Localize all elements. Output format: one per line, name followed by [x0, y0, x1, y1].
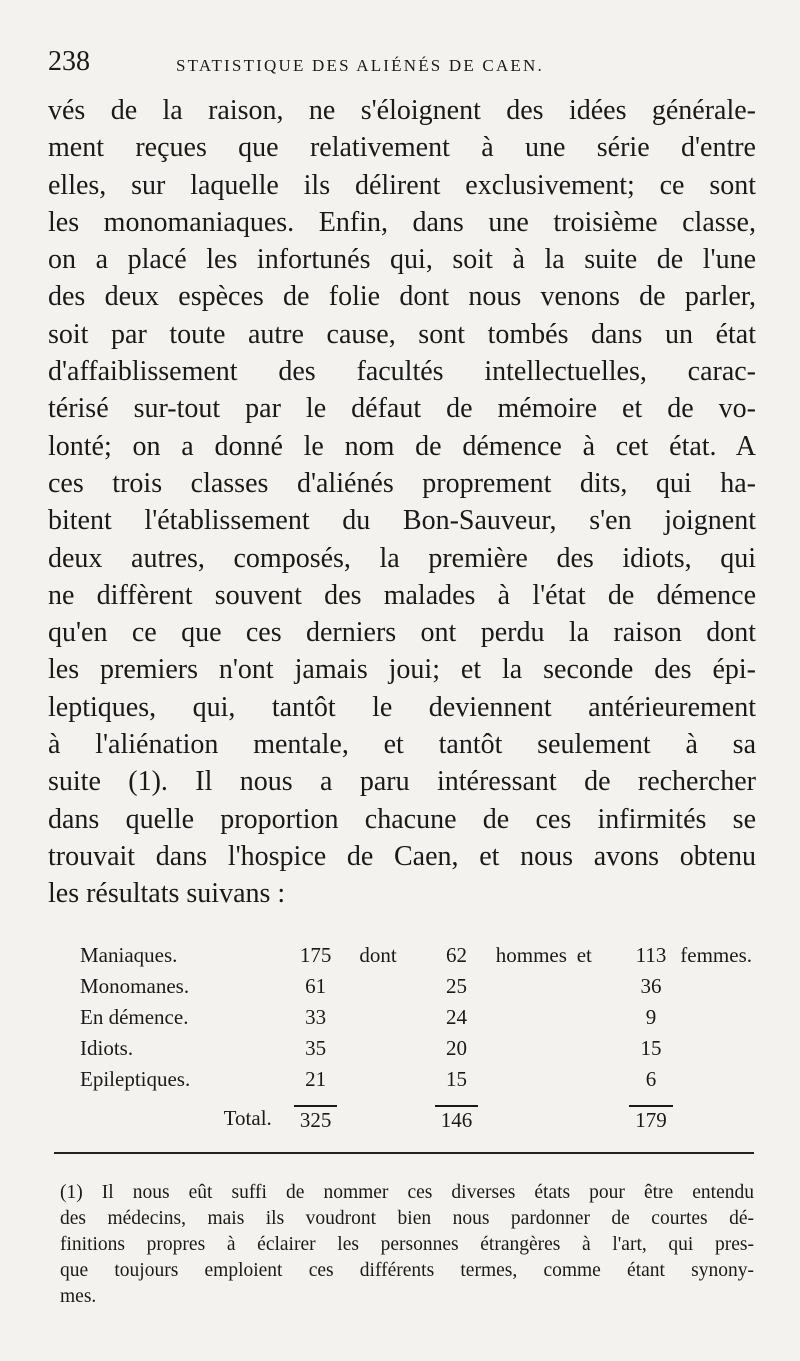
category-label: En démence.	[80, 1005, 189, 1029]
text-line: bitent l'établissement du Bon-Sauveur, s'en joignent	[48, 505, 756, 537]
word-hommes: hommes	[495, 943, 567, 967]
text-line: vés de la raison, ne s'éloignent des idées générale-	[48, 95, 756, 126]
running-title: STATISTIQUE DES ALIÉNÉS DE CAEN.	[176, 56, 544, 75]
grand-total: 325	[294, 1105, 338, 1133]
table-row	[80, 940, 752, 971]
text-line: trouvait dans l'hospice de Caen, et nous avons obtenu	[48, 840, 756, 872]
total-count: 33	[305, 1005, 327, 1029]
women-count: 113	[635, 943, 667, 967]
footnote-line: (1) Il nous eût suffi de nommer ces diverses états pour être entendu	[60, 1182, 754, 1203]
total-row	[80, 1095, 752, 1134]
text-line: les premiers n'ont jamais joui; et la seconde des épi-	[48, 654, 756, 686]
text-line: les résultats suivans :	[48, 878, 286, 910]
word-et: et	[576, 943, 592, 967]
footnote-line: finitions propres à éclairer les personnes étrangères à l'art, qui pres-	[60, 1234, 754, 1255]
text-line: les monomaniaques. Enfin, dans une troisième classe,	[48, 206, 756, 238]
text-line: ment reçues que relativement à une série d'entre	[48, 132, 756, 164]
page-number: 238	[48, 46, 90, 77]
table-row	[80, 1064, 752, 1095]
women-count: 6	[645, 1067, 657, 1091]
category-label: Monomanes.	[80, 974, 190, 998]
table-row	[80, 1002, 752, 1033]
text-line: qu'en ce que ces derniers ont perdu la raison dont	[48, 617, 756, 649]
women-count: 9	[645, 1005, 657, 1029]
total-count: 35	[305, 1036, 327, 1060]
text-line: térisé sur-tout par le défaut de mémoire et de vo-	[48, 393, 756, 425]
word-dont: dont	[359, 943, 397, 967]
page-header	[48, 46, 758, 80]
men-total: 146	[435, 1105, 479, 1133]
total-count: 175	[299, 943, 332, 967]
table-row	[80, 1033, 752, 1064]
text-line: à l'aliénation mentale, et tantôt seulement à sa	[48, 729, 756, 761]
text-line: deux autres, composés, la première des idiots, qui	[48, 542, 756, 574]
category-label: Idiots.	[80, 1036, 134, 1060]
total-label: Total.	[223, 1106, 272, 1130]
text-line: des deux espèces de folie dont nous venons de parler,	[48, 281, 756, 313]
total-count: 61	[305, 974, 327, 998]
table-row	[80, 971, 752, 1002]
body-text	[48, 92, 756, 913]
text-line: leptiques, qui, tantôt le deviennent antérieurement	[48, 691, 756, 723]
text-line: elles, sur laquelle ils délirent exclusivement; ce sont	[48, 169, 756, 201]
text-line: ne diffèrent souvent des malades à l'état de démence	[48, 579, 756, 611]
text-line: lonté; on a donné le nom de démence à cet état. A	[48, 430, 756, 462]
category-label: Maniaques.	[80, 943, 178, 967]
statistics-table	[80, 940, 752, 1134]
men-count: 15	[446, 1067, 467, 1091]
footnote-divider	[54, 1152, 754, 1154]
women-count: 36	[640, 974, 662, 998]
text-line: on a placé les infortunés qui, soit à la suite de l'une	[48, 244, 756, 276]
category-label: Epileptiques.	[80, 1067, 191, 1091]
text-line: ces trois classes d'aliénés proprement dits, qui ha-	[48, 467, 756, 499]
text-line: suite (1). Il nous a paru intéressant de rechercher	[48, 766, 756, 798]
women-count: 15	[640, 1036, 662, 1060]
word-femmes: femmes.	[680, 943, 752, 967]
text-line: dans quelle proportion chacune de ces infirmités se	[48, 803, 756, 835]
total-count: 21	[305, 1067, 327, 1091]
men-count: 24	[446, 1005, 467, 1029]
text-line: d'affaiblissement des facultés intellectuelles, carac-	[48, 356, 756, 388]
footnote	[60, 1180, 754, 1310]
footnote-line: que toujours emploient ces différents termes, comme étant synony-	[60, 1260, 754, 1281]
men-count: 25	[446, 974, 467, 998]
men-count: 20	[446, 1036, 467, 1060]
footnote-line: mes.	[60, 1286, 97, 1307]
men-count: 62	[446, 943, 467, 967]
women-total: 179	[629, 1105, 673, 1133]
footnote-line: des médecins, mais ils voudront bien nous pardonner de courtes dé-	[60, 1208, 754, 1229]
text-line: soit par toute autre cause, sont tombés dans un état	[48, 318, 756, 350]
